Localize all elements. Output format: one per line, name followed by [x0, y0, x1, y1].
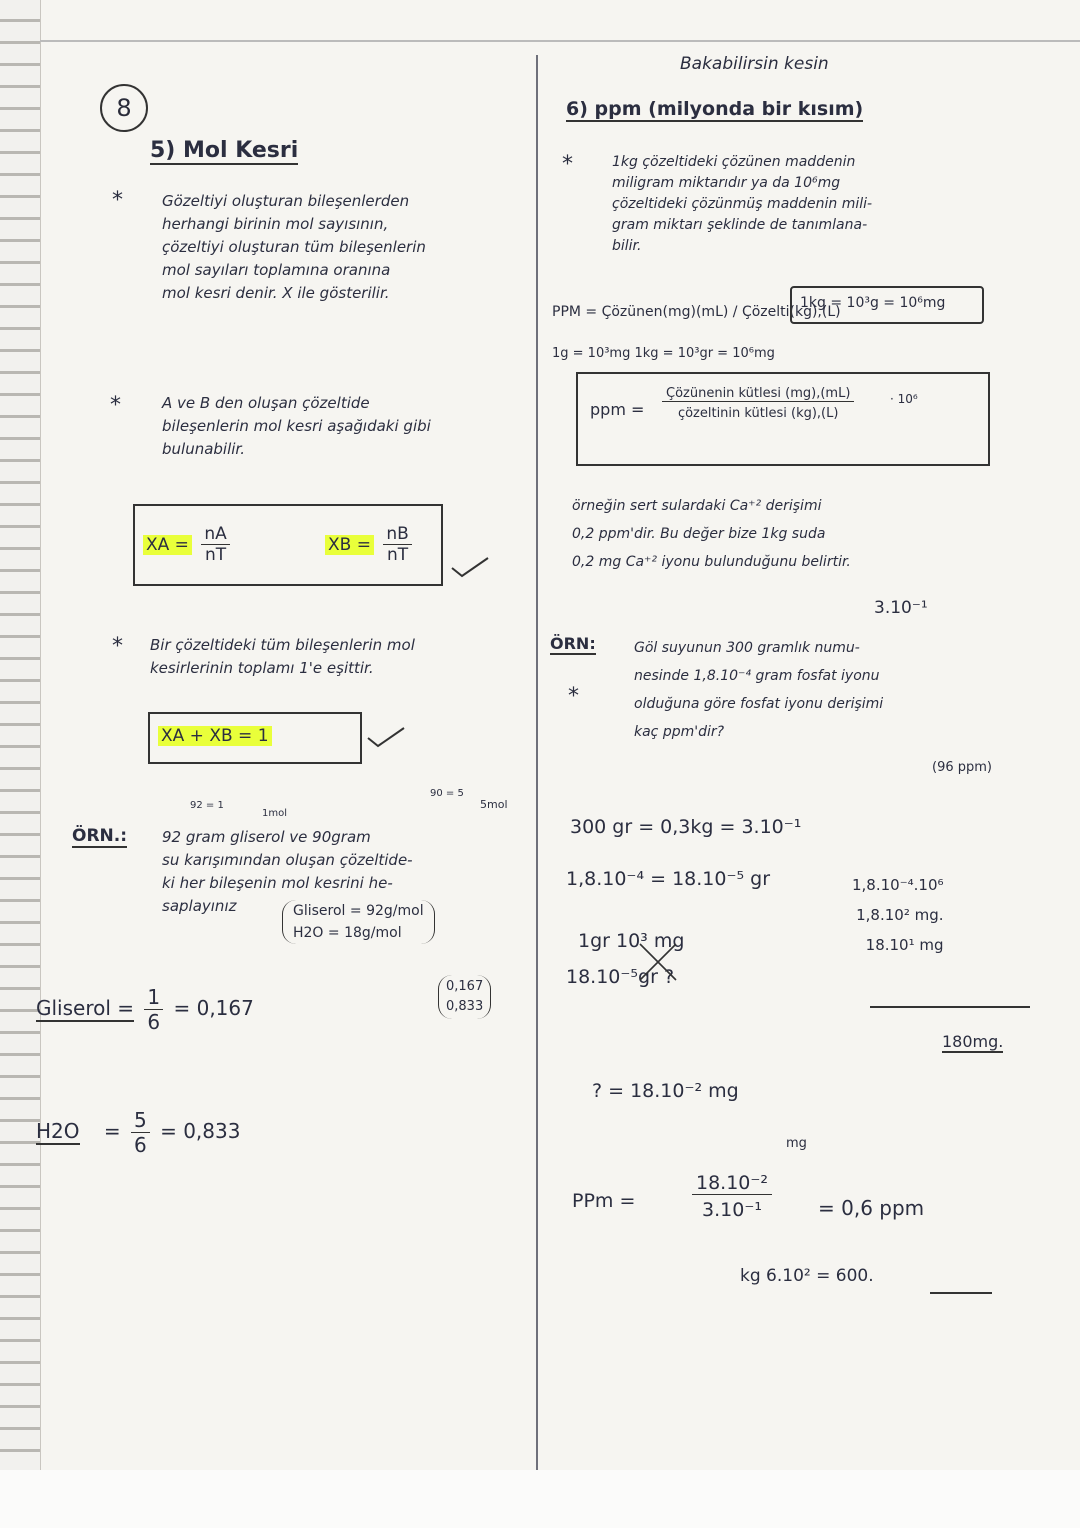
ppm-question: Göl suyunun 300 gramlık numu- nesinde 1,8.10⁻⁴ gram fosfat iyonu olduğuna göre fosfat iyonu derişimi kaç ppm'dir?: [634, 640, 884, 740]
ab-text: A ve B den oluşan çözeltide bileşenlerin mol kesri aşağıdaki gibi bulunabilir.: [162, 394, 431, 458]
final-line: kg 6.10² = 600.: [740, 1266, 874, 1286]
top-note: Bakabilirsin kesin: [680, 54, 829, 74]
xb-formula: XB = $\frac{nB}{nT}$: [325, 524, 416, 565]
mol-fraction-title: 5) Mol Kesri: [150, 138, 299, 163]
spiral-binding: [0, 0, 41, 1470]
definition-text: Gözeltiyi oluşturan bileşenlerden herhangi birinin mol sayısının, çözeltiyi oluşturan tüm bileşenlerin mol sayıları toplamına oranına mol kesri denir. X ile gösterilir.: [162, 192, 426, 302]
gram-mg-line: 1g = 10³mg 1kg = 10³gr = 10⁶mg: [552, 346, 775, 361]
sum-text: Bir çözeltideki tüm bileşenlerin mol kesirlerinin toplamı 1'e eşittir.: [150, 636, 415, 677]
page-top-edge: [40, 40, 1080, 42]
work-line-3: 1gr 10³ mg: [578, 930, 685, 952]
side-calc-result: 180mg.: [942, 1032, 1004, 1051]
ppm-result-label: PPm =: [572, 1190, 636, 1212]
ppm-example-label: ÖRN:: [550, 634, 596, 653]
page-bottom-margin: [0, 1470, 1080, 1528]
work-line-4: 18.10⁻⁵gr ?: [566, 966, 675, 988]
sum-star: *: [112, 634, 123, 659]
water-calc: H2O = $\frac{5}{6}$ = 0,833: [36, 1108, 241, 1157]
work-line-5: ? = 18.10⁻² mg: [592, 1080, 739, 1102]
side-calculation: 1,8.10⁻⁴.10⁶ 1,8.10² mg. 18.10¹ mg: [852, 876, 944, 954]
example-label: ÖRN.:: [72, 826, 128, 846]
margin-note-water: 90 = 5: [430, 788, 464, 799]
ppm-word-formula: PPM = Çözünen(mg)(mL) / Çözelti(kg),(L): [552, 304, 841, 320]
ppm-example-star: *: [568, 684, 579, 709]
answer-hint: (96 ppm): [932, 760, 992, 775]
checkmark-icon: [450, 556, 490, 578]
work-line-6: mg: [786, 1136, 807, 1151]
glycerol-calc: Gliserol = $\frac{1}{6}$ = 0,167: [36, 985, 254, 1034]
mol-fraction-formula-box: [133, 504, 443, 586]
final-underline: [930, 1292, 992, 1294]
column-divider: [536, 55, 538, 1470]
margin-note-5mol: 5mol: [480, 798, 508, 811]
ppm-definition-text: 1kg çözeltideki çözünen maddenin miligram miktarıdır ya da 10⁶mg çözeltideki çözünmüş maddenin mili- gram miktarı şeklinde de tanımlana- bilir.: [612, 154, 873, 254]
ppm-result-value: = 0,6 ppm: [818, 1196, 925, 1220]
work-line-1: 300 gr = 0,3kg = 3.10⁻¹: [570, 816, 802, 838]
checkmark-icon: [366, 726, 406, 748]
ppm-definition-star: *: [562, 152, 573, 177]
definition-star: *: [112, 188, 123, 213]
hard-water-example: örneğin sert sulardaki Ca⁺² derişimi 0,2 ppm'dir. Bu değer bize 1kg suda 0,2 mg Ca⁺² iyonu bulunduğunu belirtir.: [572, 498, 851, 570]
ab-star: *: [110, 393, 121, 418]
work-line-2: 1,8.10⁻⁴ = 18.10⁻⁵ gr: [566, 868, 771, 890]
ppm-title: 6) ppm (milyonda bir kısım): [566, 98, 864, 120]
ppm-fraction: Çözünenin kütlesi (mg),(mL) çözeltinin kütlesi (kg),(L): [662, 386, 854, 421]
unit-conversion-box: 1kg = 10³g = 10⁶mg: [790, 286, 984, 324]
cross-multiply-icon: [636, 940, 680, 984]
example-text: 92 gram gliserol ve 90gram su karışımından oluşan çözeltide- ki her bileşenin mol kesrini he- saplayınız: [162, 828, 413, 915]
margin-note-1mol: 1mol: [262, 808, 287, 819]
check-values: 0,167 0,833: [438, 975, 491, 1019]
sum-formula-box: XA + XB = 1: [148, 712, 362, 764]
side-note: 3.10⁻¹: [874, 598, 928, 618]
ppm-formula-box: ppm = Çözünenin kütlesi (mg),(mL) çözeltinin kütlesi (kg),(L) · 10⁶: [576, 372, 990, 466]
side-calc-rule: [870, 1006, 1030, 1008]
ppm-result-fraction: 18.10⁻² 3.10⁻¹: [692, 1172, 772, 1221]
xa-formula: XA = $\frac{nA}{nT}$: [143, 524, 234, 565]
given-molar-masses: Gliserol = 92g/mol H2O = 18g/mol: [282, 900, 435, 944]
page-number: 8: [100, 84, 148, 132]
margin-note-glycerol: 92 = 1: [190, 800, 224, 811]
